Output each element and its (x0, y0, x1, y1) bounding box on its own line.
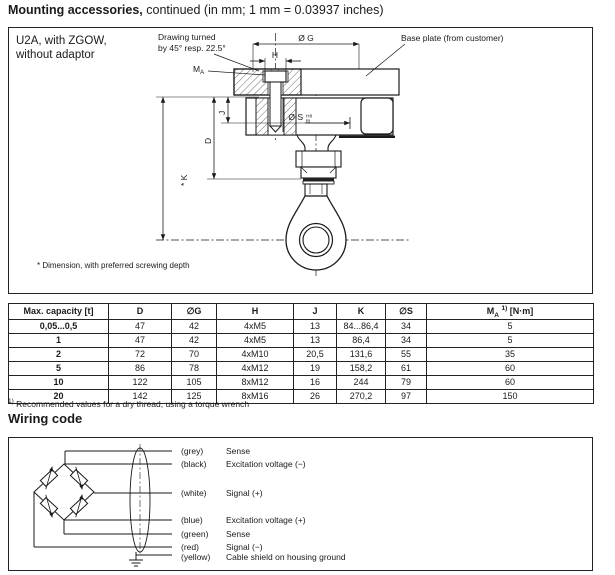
cell-k: 84...86,4 (337, 320, 386, 334)
cell-ma: 150 (427, 390, 594, 404)
wire-color-label: (green) (181, 529, 209, 539)
wire-color-label: (white) (181, 488, 207, 498)
cell-k: 270,2 (337, 390, 386, 404)
cell-h: 4xM10 (217, 348, 294, 362)
cell-ma: 5 (427, 320, 594, 334)
turned-note-line1: Drawing turned (158, 32, 216, 42)
page-title-bold: Mounting accessories, (8, 3, 143, 17)
col-header-j: J (294, 304, 337, 320)
neck-left (297, 135, 305, 151)
drawing-footnote: * Dimension, with preferred screwing depth (37, 261, 190, 270)
thread-pocket-hatch-left (256, 98, 268, 135)
turned-note-line2: by 45° resp. 22.5° (158, 43, 226, 53)
wiring-diagram-panel (8, 437, 593, 571)
cell-capacity: 5 (9, 362, 109, 376)
wiring-code-heading: Wiring code (8, 411, 83, 426)
wire-desc-label: Signal (−) (226, 542, 263, 552)
cell-k: 244 (337, 376, 386, 390)
ground-icon (129, 552, 143, 566)
mounting-drawing (9, 28, 591, 292)
cell-ma: 35 (427, 348, 594, 362)
bolt-shaft (270, 82, 281, 126)
cell-h: 4xM12 (217, 362, 294, 376)
cell-s: 97 (386, 390, 427, 404)
cell-s: 61 (386, 362, 427, 376)
cell-k: 86,4 (337, 334, 386, 348)
col-header-s: ∅S (386, 304, 427, 320)
cell-g: 70 (172, 348, 217, 362)
cell-h: 4xM5 (217, 320, 294, 334)
cell-j: 19 (294, 362, 337, 376)
wire-color-label: (yellow) (181, 552, 211, 562)
cell-g: 42 (172, 334, 217, 348)
dim-s-tol-top: H8 (306, 114, 313, 120)
cell-g: 105 (172, 376, 217, 390)
cell-d: 122 (109, 376, 172, 390)
wire-desc-label: Sense (226, 529, 251, 539)
cell-h: 8xM16 (217, 390, 294, 404)
col-header-capacity: Max. capacity [t] (9, 304, 109, 320)
table-row (9, 334, 594, 348)
cell-d: 47 (109, 320, 172, 334)
col-header-ma: $M_A$ $^{1)}$ [N·m] (427, 304, 594, 320)
cell-capacity: 20 (9, 390, 109, 404)
table-row (9, 376, 594, 390)
dim-label-k: * K (179, 174, 189, 186)
cell-capacity: 2 (9, 348, 109, 362)
cell-d: 47 (109, 334, 172, 348)
base-plate-label: Base plate (from customer) (401, 33, 504, 43)
cell-ma: 5 (427, 334, 594, 348)
page-title-rest: continued (in mm; 1 mm = 0.03937 inches) (142, 3, 384, 17)
cell-j: 20,5 (294, 348, 337, 362)
col-header-k: K (337, 304, 386, 320)
wire-color-label: (blue) (181, 515, 203, 525)
wire-color-label: (grey) (181, 446, 204, 456)
col-header-g: ∅G (172, 304, 217, 320)
dim-label-g: Ø G (298, 33, 314, 43)
table-header-row (9, 304, 594, 320)
dim-label-h: H (271, 50, 279, 60)
dim-s-tol-bot: f8 (306, 119, 311, 125)
cell-s: 79 (386, 376, 427, 390)
table-row (9, 348, 594, 362)
rodend-shank (305, 184, 327, 196)
cell-d: 72 (109, 348, 172, 362)
wire-color-label: (red) (181, 542, 199, 552)
cell-ma: 60 (427, 376, 594, 390)
dim-label-d: D (203, 137, 213, 144)
table-footnote (8, 399, 249, 409)
cell-d: 142 (109, 390, 172, 404)
cell-s: 34 (386, 334, 427, 348)
table-row (9, 320, 594, 334)
variant-label-line2: without adaptor (16, 49, 95, 61)
cell-h: 4xM5 (217, 334, 294, 348)
cell-ma: 60 (427, 362, 594, 376)
wire-desc-label: Cable shield on housing ground (226, 552, 346, 562)
bolt-head (265, 71, 286, 82)
cell-capacity: 1 (9, 334, 109, 348)
wire-color-label: (black) (181, 459, 207, 469)
col-header-h: H (217, 304, 294, 320)
loadcell-side-block (361, 98, 393, 134)
neck-right (328, 135, 336, 151)
cell-s: 55 (386, 348, 427, 362)
cell-k: 131,6 (337, 348, 386, 362)
col-header-d: D (109, 304, 172, 320)
cell-g: 42 (172, 320, 217, 334)
wire-desc-label: Excitation voltage (−) (226, 459, 306, 469)
cell-s: 34 (386, 320, 427, 334)
cell-capacity: 0,05...0,5 (9, 320, 109, 334)
wheatstone-bridge (34, 464, 94, 520)
cell-j: 13 (294, 334, 337, 348)
wire-desc-label: Excitation voltage (+) (226, 515, 306, 525)
hex-adapter (296, 151, 341, 167)
mounting-drawing-panel (8, 27, 593, 294)
cell-capacity: 10 (9, 376, 109, 390)
dimensions-table (8, 303, 594, 404)
cell-j: 26 (294, 390, 337, 404)
cell-k: 158,2 (337, 362, 386, 376)
cell-j: 13 (294, 320, 337, 334)
dim-label-s: Ø S (288, 112, 303, 122)
wire-desc-label: Signal (+) (226, 488, 263, 498)
table-footnote-text: Recommended values for a dry thread, using a torque wrench (13, 399, 250, 409)
table-footnote-sup: 1) (8, 398, 14, 406)
wiring-diagram (9, 438, 591, 569)
cell-d: 86 (109, 362, 172, 376)
table-row (9, 362, 594, 376)
eye-bore-inner (303, 227, 329, 253)
cell-g: 125 (172, 390, 217, 404)
dim-label-ma: $M_A$ (193, 64, 205, 76)
wire-desc-label: Sense (226, 446, 251, 456)
dim-label-j: J (217, 110, 227, 115)
variant-label-line1: U2A, with ZGOW, (16, 35, 107, 47)
page-title (8, 3, 384, 17)
cell-h: 8xM12 (217, 376, 294, 390)
cell-g: 78 (172, 362, 217, 376)
cell-j: 16 (294, 376, 337, 390)
